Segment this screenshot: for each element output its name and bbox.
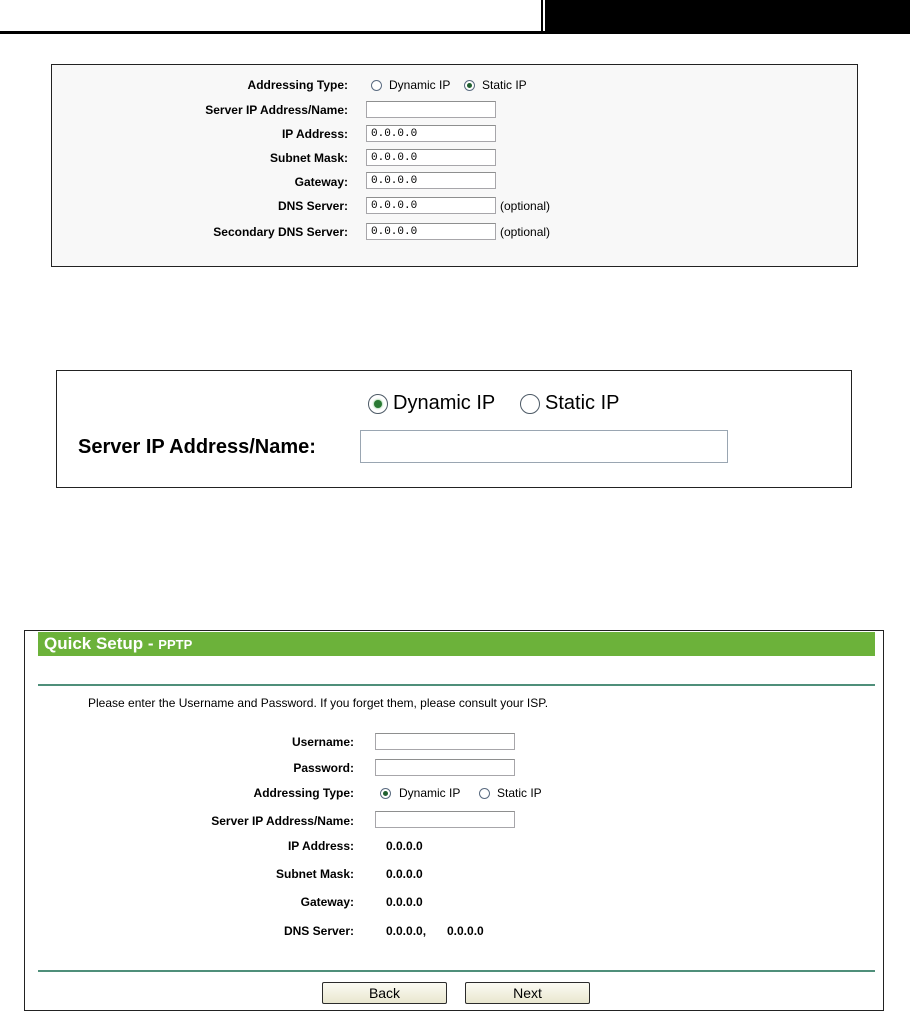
subnet-mask-value: 0.0.0.0 [386,867,423,881]
password-label: Password: [293,761,354,775]
subnet-mask-label: Subnet Mask: [269,151,348,165]
static-ip-radio-pptp[interactable] [479,788,490,799]
back-button[interactable]: Back [322,982,447,1004]
header-rule [0,31,910,34]
static-ip-radio[interactable] [464,80,475,91]
dynamic-ip-label-large: Dynamic IP [393,392,496,414]
dynamic-ip-label: Dynamic IP [389,78,451,92]
server-ip-label: Server IP Address/Name: [205,103,348,117]
quick-setup-title-bar [38,632,875,656]
gateway-value: 0.0.0.0 [386,895,423,909]
dns-server-value-secondary: 0.0.0.0 [447,924,484,938]
ip-address-label: IP Address: [281,127,348,141]
subnet-mask-label-pptp: Subnet Mask: [275,867,354,881]
dynamic-ip-radio-large[interactable] [368,394,388,414]
dynamic-ip-radio-pptp[interactable] [380,788,391,799]
static-ip-label-pptp: Static IP [497,786,542,800]
static-ip-label: Static IP [482,78,527,92]
bottom-divider [38,970,875,972]
quick-setup-title: Quick Setup - [44,634,159,653]
ip-address-label-pptp: IP Address: [287,839,354,853]
gateway-label: Gateway: [294,175,348,189]
dns-server-label: DNS Server: [277,199,348,213]
dns-server-value-primary: 0.0.0.0, [386,924,427,938]
gateway-input[interactable] [366,172,496,189]
server-ip-input[interactable] [366,101,496,118]
secondary-dns-input[interactable] [366,223,496,240]
ip-address-input[interactable] [366,125,496,142]
server-ip-input-pptp[interactable] [375,811,515,828]
dynamic-ip-radio[interactable] [371,80,382,91]
server-ip-input-large[interactable] [360,430,728,463]
dns-server-label-pptp: DNS Server: [283,924,354,938]
addressing-type-label: Addressing Type: [247,78,348,92]
quick-setup-subtitle: PPTP [158,637,193,652]
top-divider [38,684,875,686]
header-black-block [545,0,910,34]
username-label: Username: [291,735,354,749]
static-ip-label-large: Static IP [545,392,620,414]
password-input[interactable] [375,759,515,776]
static-ip-radio-large[interactable] [520,394,540,414]
addressing-type-label-pptp: Addressing Type: [253,786,354,800]
dynamic-ip-label-pptp: Dynamic IP [399,786,461,800]
server-ip-label-pptp: Server IP Address/Name: [211,814,354,828]
subnet-mask-input[interactable] [366,149,496,166]
dns-optional-note: (optional) [500,199,551,213]
ip-address-value: 0.0.0.0 [386,839,423,853]
secondary-dns-optional-note: (optional) [500,225,551,239]
gateway-label-pptp: Gateway: [300,895,354,909]
header-separator [541,0,543,34]
secondary-dns-label: Secondary DNS Server: [213,225,348,239]
dns-server-input[interactable] [366,197,496,214]
username-input[interactable] [375,733,515,750]
dynamic-ip-zoom-panel [56,370,852,488]
instruction-text: Please enter the Username and Password. If you forget them, please consult your ISP. [88,696,549,710]
next-button[interactable]: Next [465,982,590,1004]
server-ip-label-large: Server IP Address/Name: [78,436,316,458]
